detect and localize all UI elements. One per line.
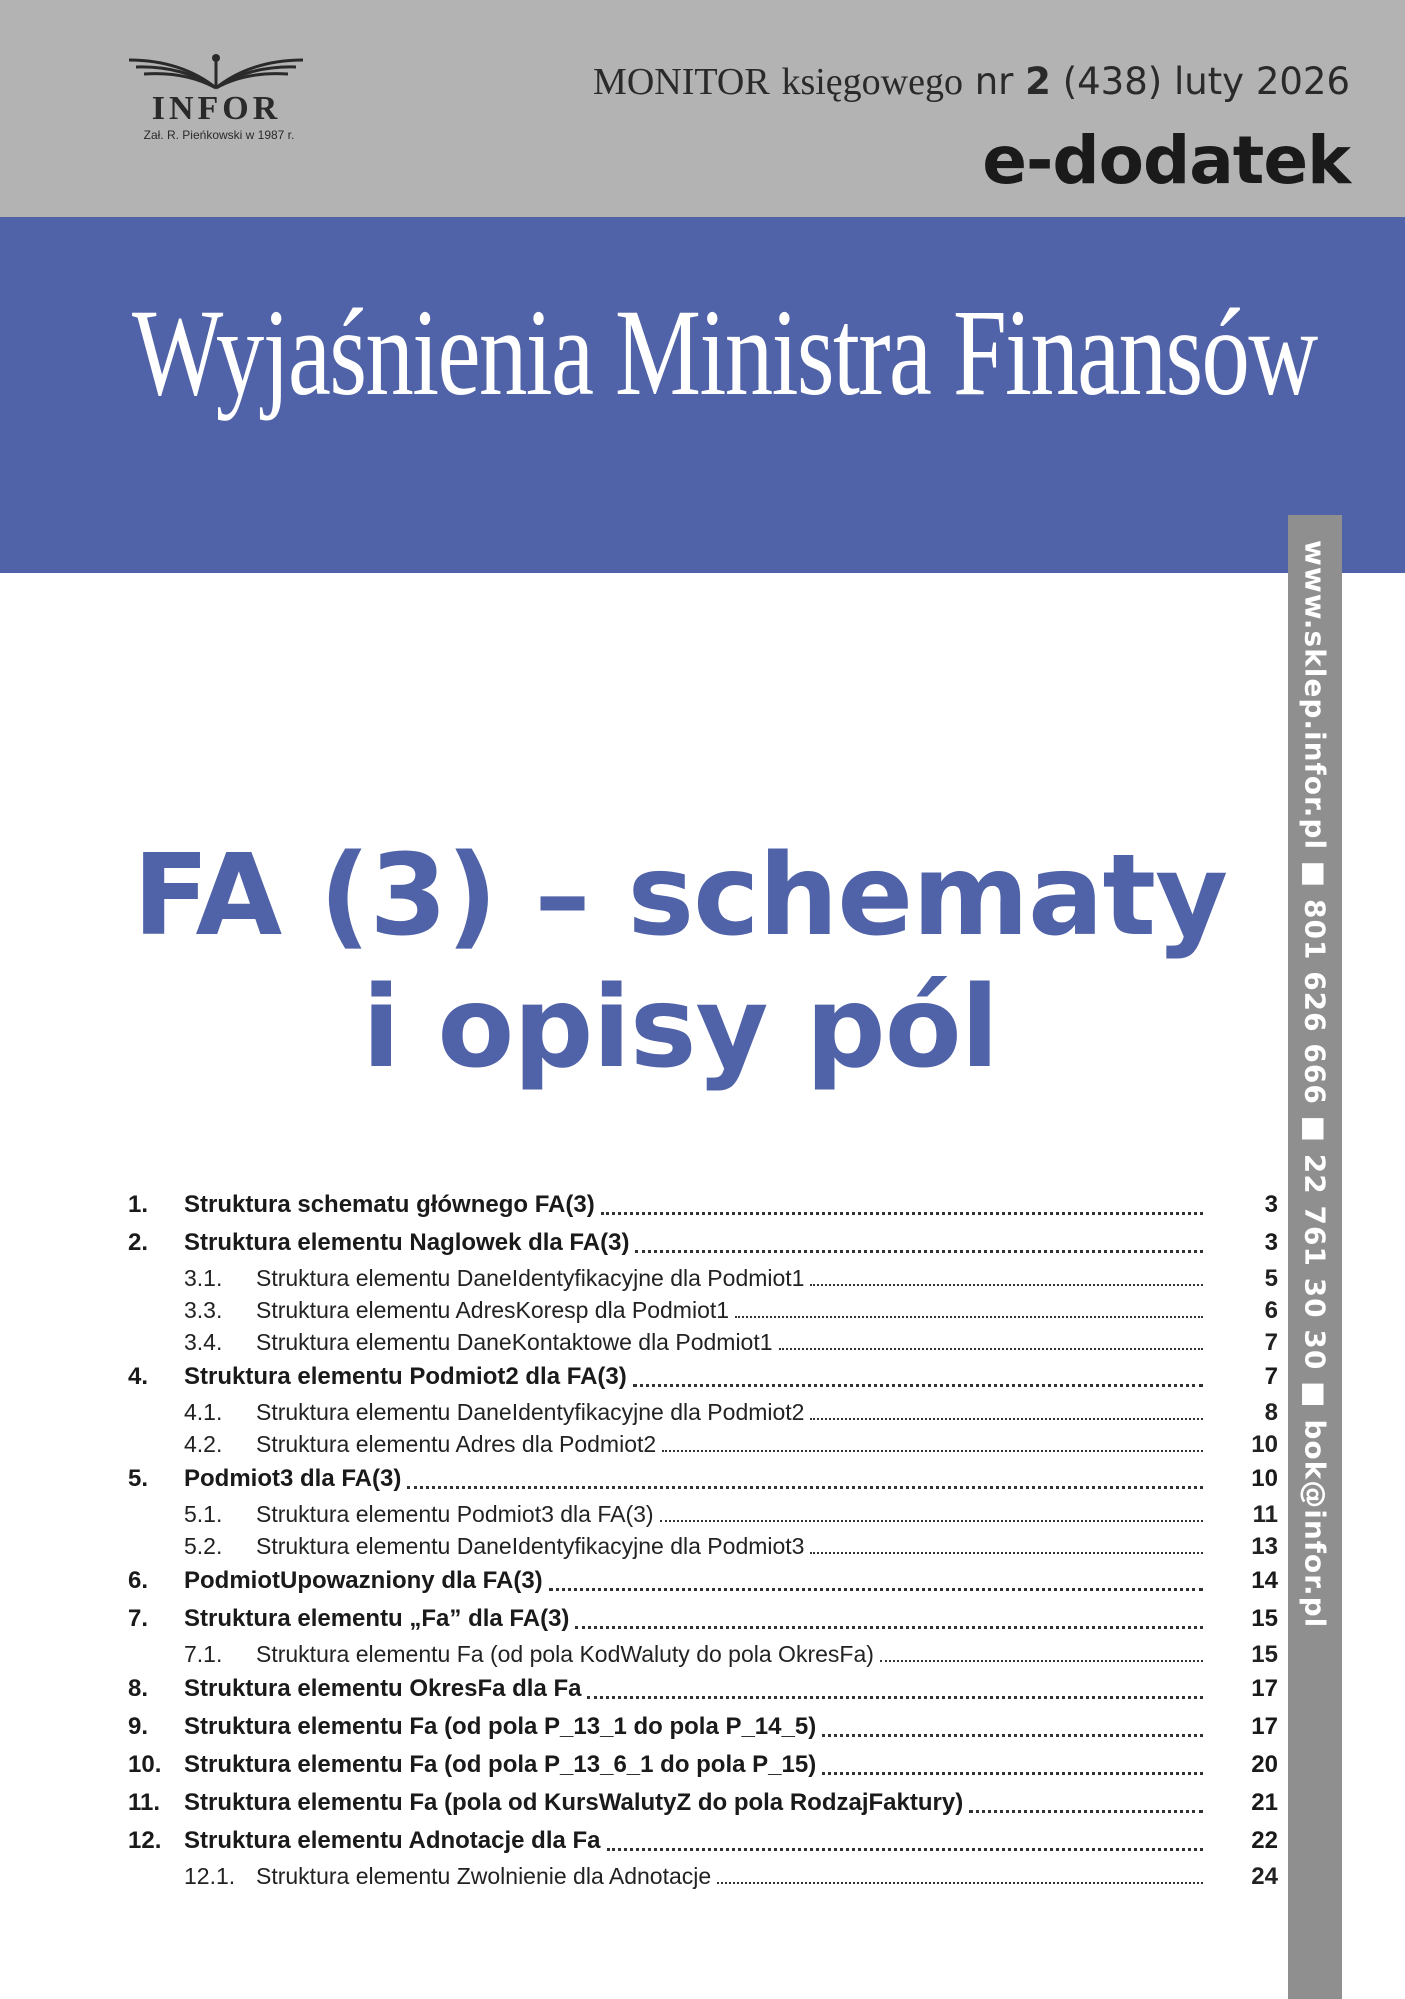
toc-entry-page: 6: [1264, 1297, 1278, 1324]
toc-entry-number: 3.3.: [184, 1297, 223, 1323]
toc-entry[interactable]: [128, 1600, 1278, 1638]
series-title: Wyjaśnienia Ministra Finansów: [132, 284, 1317, 421]
toc-entry-title: Struktura elementu DaneIdentyfikacyjne dla Podmiot2: [256, 1399, 805, 1425]
issue-monitor: MONITOR: [593, 61, 770, 103]
toc-entry-title: Struktura elementu Adnotacje dla Fa: [184, 1827, 601, 1854]
toc-entry-title: Struktura elementu „Fa” dla FA(3): [184, 1605, 570, 1632]
infor-logo: [124, 50, 324, 145]
toc-leader-dots: [575, 1626, 1203, 1629]
table-of-contents: [128, 1186, 1278, 1892]
toc-entry-page: 17: [1251, 1675, 1278, 1702]
toc-entry[interactable]: [128, 1262, 1278, 1294]
toc-entry[interactable]: [128, 1224, 1278, 1262]
toc-entry-number: 12.1.: [184, 1863, 236, 1889]
contact-sidebar-text: www.sklep.infor.pl ■ 801 626 666 ■ 22 761 30 30 ■ bok@infor.pl: [1298, 540, 1332, 1629]
toc-entry-page: 20: [1251, 1751, 1278, 1778]
toc-entry[interactable]: [128, 1708, 1278, 1746]
toc-leader-dots: [969, 1810, 1203, 1813]
toc-entry-title: Struktura elementu DaneIdentyfikacyjne dla Podmiot1: [256, 1265, 805, 1291]
toc-entry-number: 2.: [128, 1229, 149, 1256]
supplement-label: e-dodatek: [982, 122, 1350, 199]
issue-nr: nr: [974, 60, 1014, 103]
toc-entry-title: PodmiotUpowazniony dla FA(3): [184, 1567, 543, 1594]
toc-entry-page: 14: [1251, 1567, 1278, 1594]
toc-entry-page: 11: [1252, 1501, 1278, 1528]
toc-leader-dots: [810, 1284, 1203, 1286]
toc-entry-title: Struktura elementu DaneIdentyfikacyjne dla Podmiot3: [256, 1533, 805, 1559]
toc-entry-title: Struktura elementu Fa (od pola P_13_1 do pola P_14_5): [184, 1713, 817, 1740]
toc-entry[interactable]: [128, 1746, 1278, 1784]
toc-leader-dots: [549, 1588, 1203, 1591]
toc-entry-number: 8.: [128, 1675, 149, 1702]
toc-entry-page: 7: [1264, 1329, 1278, 1356]
toc-entry-page: 13: [1251, 1533, 1278, 1560]
toc-entry-number: 4.1.: [184, 1399, 223, 1425]
issue-number: 2: [1025, 60, 1051, 103]
toc-leader-dots: [601, 1212, 1203, 1215]
toc-entry-number: 1.: [128, 1191, 149, 1218]
toc-entry-number: 7.: [128, 1605, 149, 1632]
book-wings-icon: [124, 50, 309, 92]
toc-entry-number: 4.: [128, 1363, 149, 1390]
toc-entry-page: 15: [1251, 1641, 1278, 1668]
toc-leader-dots: [633, 1384, 1203, 1387]
document-title: [0, 830, 1360, 1094]
toc-entry-number: 5.: [128, 1465, 149, 1492]
toc-leader-dots: [779, 1348, 1203, 1350]
toc-leader-dots: [810, 1552, 1203, 1554]
toc-entry-number: 5.1.: [184, 1501, 223, 1527]
toc-entry-title: Struktura elementu Naglowek dla FA(3): [184, 1229, 630, 1256]
toc-entry-page: 3: [1264, 1229, 1278, 1256]
toc-leader-dots: [407, 1486, 1203, 1489]
toc-leader-dots: [607, 1848, 1203, 1851]
toc-entry-number: 6.: [128, 1567, 149, 1594]
issue-line: [593, 60, 1350, 104]
toc-entry[interactable]: [128, 1498, 1278, 1530]
toc-entry-page: 15: [1251, 1605, 1278, 1632]
toc-leader-dots: [660, 1520, 1203, 1522]
toc-entry-title: Struktura elementu Zwolnienie dla Adnotacje: [256, 1863, 712, 1889]
toc-entry-title: Struktura elementu Adres dla Podmiot2: [256, 1431, 657, 1457]
toc-entry-page: 24: [1251, 1863, 1278, 1890]
toc-entry[interactable]: [128, 1358, 1278, 1396]
header-band: [0, 0, 1405, 217]
toc-entry[interactable]: [128, 1326, 1278, 1358]
toc-entry[interactable]: [128, 1860, 1278, 1892]
document-title-line2: i opisy pól: [361, 963, 999, 1093]
toc-entry-number: 3.1.: [184, 1265, 223, 1291]
logo-subtext: Zał. R. Pieńkowski w 1987 r.: [143, 128, 295, 142]
toc-entry-number: 9.: [128, 1713, 149, 1740]
toc-entry-number: 4.2.: [184, 1431, 223, 1457]
toc-leader-dots: [735, 1316, 1203, 1318]
toc-entry-title: Struktura elementu Fa (od pola P_13_6_1 do pola P_15): [184, 1751, 817, 1778]
toc-leader-dots: [587, 1696, 1203, 1699]
toc-entry-title: Struktura elementu DaneKontaktowe dla Podmiot1: [256, 1329, 773, 1355]
toc-entry-title: Struktura elementu Podmiot3 dla FA(3): [256, 1501, 654, 1527]
issue-ksiegowego: księgowego: [781, 61, 963, 103]
toc-entry-title: Struktura elementu AdresKoresp dla Podmiot1: [256, 1297, 730, 1323]
toc-entry-page: 8: [1264, 1399, 1278, 1426]
toc-entry-number: 3.4.: [184, 1329, 223, 1355]
toc-entry[interactable]: [128, 1638, 1278, 1670]
toc-entry[interactable]: [128, 1822, 1278, 1860]
toc-entry[interactable]: [128, 1294, 1278, 1326]
toc-entry-number: 5.2.: [184, 1533, 223, 1559]
toc-leader-dots: [635, 1250, 1203, 1253]
toc-entry-title: Struktura elementu Fa (od pola KodWaluty do pola OkresFa): [256, 1641, 874, 1667]
toc-entry-page: 3: [1264, 1191, 1278, 1218]
toc-entry[interactable]: [128, 1530, 1278, 1562]
toc-entry-page: 5: [1264, 1265, 1278, 1292]
toc-entry[interactable]: [128, 1396, 1278, 1428]
toc-entry[interactable]: [128, 1784, 1278, 1822]
toc-entry-page: 10: [1251, 1431, 1278, 1458]
toc-entry-page: 10: [1251, 1465, 1278, 1492]
toc-entry-number: 12.: [128, 1827, 162, 1854]
toc-entry-title: Podmiot3 dla FA(3): [184, 1465, 402, 1492]
logo-wordmark: INFOR: [151, 90, 282, 127]
document-title-line1: FA (3) – schematy: [132, 831, 1228, 961]
toc-entry-page: 21: [1251, 1789, 1278, 1816]
toc-entry[interactable]: [128, 1562, 1278, 1600]
toc-entry[interactable]: [128, 1428, 1278, 1460]
toc-entry-title: Struktura elementu OkresFa dla Fa: [184, 1675, 582, 1702]
toc-entry-page: 7: [1264, 1363, 1278, 1390]
toc-entry[interactable]: [128, 1460, 1278, 1498]
toc-entry-title: Struktura elementu Podmiot2 dla FA(3): [184, 1363, 627, 1390]
toc-leader-dots: [810, 1418, 1203, 1420]
toc-entry[interactable]: [128, 1186, 1278, 1224]
toc-entry-page: 22: [1251, 1827, 1278, 1854]
toc-leader-dots: [822, 1772, 1203, 1775]
toc-entry-number: 7.1.: [184, 1641, 223, 1667]
issue-rest: (438) luty 2026: [1062, 60, 1350, 103]
toc-leader-dots: [717, 1882, 1203, 1884]
toc-entry-number: 11.: [128, 1789, 161, 1816]
toc-entry[interactable]: [128, 1670, 1278, 1708]
toc-entry-title: Struktura elementu Fa (pola od KursWalutyZ do pola RodzajFaktury): [184, 1789, 964, 1816]
toc-leader-dots: [880, 1660, 1203, 1662]
toc-entry-title: Struktura schematu głównego FA(3): [184, 1191, 595, 1218]
toc-entry-number: 10.: [128, 1751, 162, 1778]
toc-leader-dots: [662, 1450, 1203, 1452]
toc-entry-page: 17: [1251, 1713, 1278, 1740]
toc-leader-dots: [822, 1734, 1203, 1737]
